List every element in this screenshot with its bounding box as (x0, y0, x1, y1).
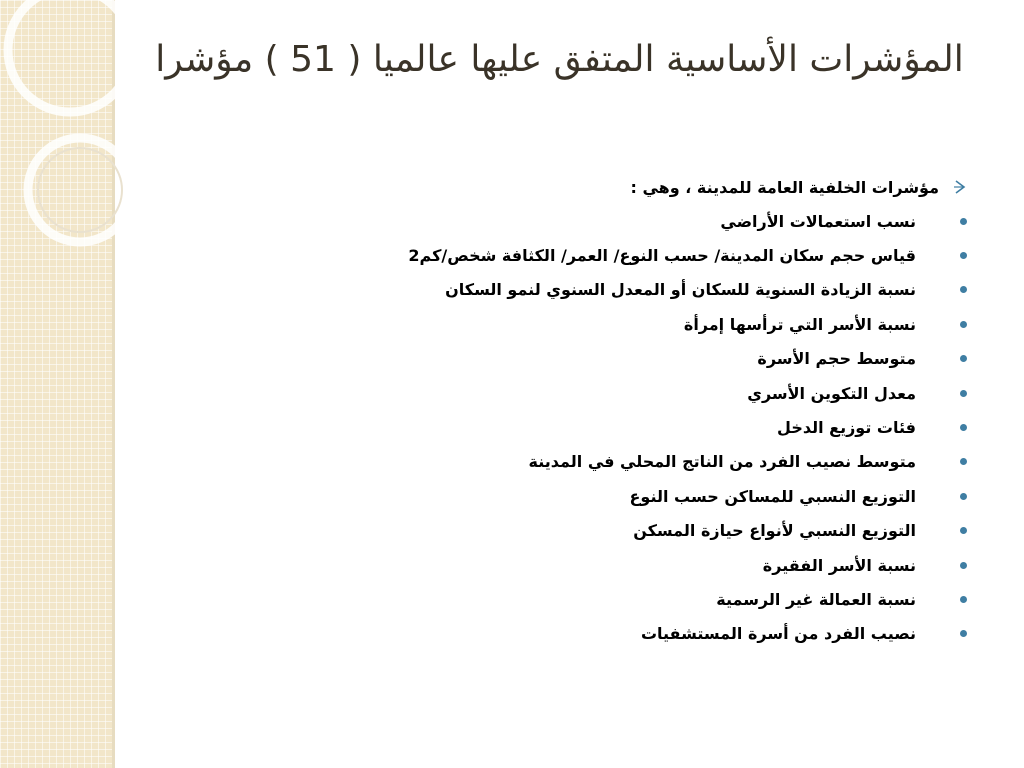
bullet-dot-icon (960, 630, 967, 637)
list-item-text: فئات توزيع الدخل (777, 418, 916, 438)
intro-text: مؤشرات الخلفية العامة للمدينة ، وهي : (630, 177, 939, 197)
bullet-dot-icon (960, 458, 967, 465)
bullet-dot-icon (960, 562, 967, 569)
decorative-rings (0, 0, 140, 260)
list-item (229, 548, 969, 582)
list-item (229, 582, 969, 616)
bullet-dot-icon (960, 527, 967, 534)
intro-line (229, 170, 969, 204)
bullet-dot-icon (960, 252, 967, 259)
list-item (229, 617, 969, 651)
list-item (229, 514, 969, 548)
slide-content (229, 170, 969, 651)
bullet-dot-icon (960, 355, 967, 362)
arrow-bullet-icon (951, 178, 969, 196)
list-item-text: نسبة الأسر الفقيرة (762, 555, 916, 575)
list-item-text: نسبة الزيادة السنوية للسكان أو المعدل السنوي لنمو السكان (445, 280, 916, 300)
bullet-dot-icon (960, 596, 967, 603)
list-item-text: معدل التكوين الأسري (747, 383, 916, 403)
bullet-dot-icon (960, 390, 967, 397)
bullet-dot-icon (960, 424, 967, 431)
list-item (229, 238, 969, 272)
list-item (229, 410, 969, 444)
list-item (229, 273, 969, 307)
list-item-text: قياس حجم سكان المدينة/ حسب النوع/ العمر/ الكثافة شخص/كم2 (408, 246, 916, 266)
list-item-text: متوسط حجم الأسرة (757, 349, 916, 369)
slide-title: المؤشرات الأساسية المتفق عليها عالميا ( 51 ) مؤشرا (155, 39, 964, 80)
list-item (229, 307, 969, 341)
list-item-text: نسب استعمالات الأراضي (720, 211, 916, 231)
list-item-text: التوزيع النسبي لأنواع حيازة المسكن (633, 521, 916, 541)
list-item-text: التوزيع النسبي للمساكن حسب النوع (629, 486, 916, 506)
list-item (229, 479, 969, 513)
list-item-text: نسبة الأسر التي ترأسها إمرأة (683, 314, 916, 334)
list-item (229, 342, 969, 376)
bullet-dot-icon (960, 218, 967, 225)
bullet-dot-icon (960, 286, 967, 293)
list-item (229, 376, 969, 410)
list-item (229, 445, 969, 479)
list-item (229, 204, 969, 238)
bullet-dot-icon (960, 321, 967, 328)
indicator-list (229, 204, 969, 651)
list-item-text: نصيب الفرد من أسرة المستشفيات (640, 624, 916, 644)
bullet-dot-icon (960, 493, 967, 500)
list-item-text: متوسط نصيب الفرد من الناتج المحلي في المدينة (528, 452, 916, 472)
list-item-text: نسبة العمالة غير الرسمية (716, 589, 916, 609)
